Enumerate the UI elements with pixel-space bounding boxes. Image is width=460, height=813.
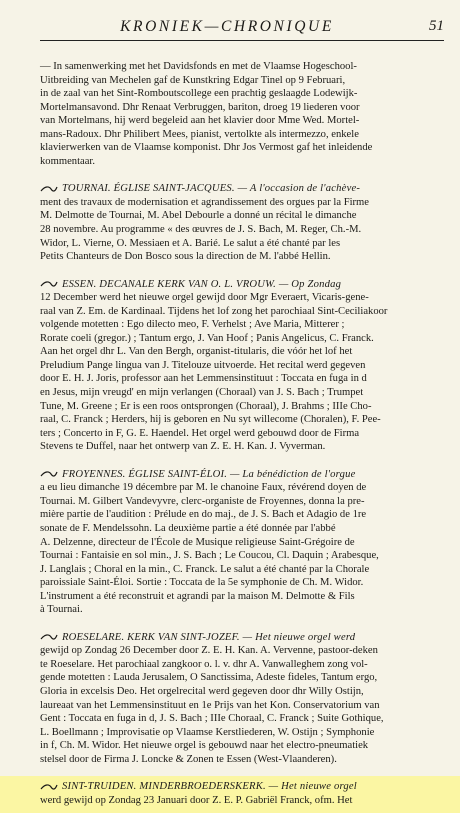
text-line: van Mortelmans, hij werd begeleid aan het klavier door Mme Wed. Mortel- bbox=[40, 115, 360, 127]
text-line: Uitbreiding van Mechelen gaf de Kunstkring Edgar Tinel op 9 Februari, bbox=[40, 74, 346, 86]
chronicle-body bbox=[40, 60, 444, 813]
text-line: Petits Chanteurs de Don Bosco sous la direction de M. l'abbé Hellin. bbox=[40, 251, 331, 263]
text-line: in de zaal van het Sint-Romboutscollege een prachtig geslaagde Lodewijk- bbox=[40, 88, 358, 100]
text-line: L'instrument a été reconstruit et agrandi par la maison M. Delmotte & Fils bbox=[40, 590, 355, 602]
section-heading-line: SINT-TRUIDEN. MINDERBROEDERSKERK. — Het nieuwe orgel bbox=[40, 780, 444, 794]
text-line: Tune, M. Greene ; Er is een roos ontsprongen (Choraal), J. Brahms ; IIIe Cho- bbox=[40, 400, 372, 412]
section-froyennes bbox=[40, 468, 444, 617]
section-heading-line: ESSEN. DECANALE KERK VAN O. L. VROUW. — Op Zondag bbox=[40, 278, 444, 292]
text-line: laureaat van het Lemmensinstituut en 1e Prijs van het Kon. Conservatorium van bbox=[40, 699, 380, 711]
text-line: Stevens te Duffel, naar het ontwerp van Z. E. H. Kan. J. Vyverman. bbox=[40, 441, 326, 453]
text-line: sonate de F. Mendelssohn. La deuxième partie a été donnée par l'abbé bbox=[40, 522, 336, 534]
section-davidsfonds bbox=[40, 60, 444, 168]
text-line: Preludium Pange lingua van J. Titelouze uitvoerde. Het recital werd gegeven bbox=[40, 359, 366, 371]
section-heading-line: FROYENNES. ÉGLISE SAINT-ÉLOI. — La bénédiction de l'orgue bbox=[40, 468, 444, 482]
swash-ornament-icon bbox=[40, 185, 58, 193]
text-line: te Roeselare. Het parochiaal zangkoor o. l. v. dhr A. Vanwalleghem zong vol- bbox=[40, 658, 368, 670]
text-line: M. Delmotte de Tournai, M. Abel Debourle a donné un récital le dimanche bbox=[40, 210, 357, 222]
text-line: door E. H. J. Joris, professor aan het Lemmensinstituut : Toccata en fuga in d bbox=[40, 373, 367, 385]
text-line: Aan het orgel dhr L. Van den Bergh, organist-titularis, die vóór het lof het bbox=[40, 346, 353, 358]
text-line: kommentaar. bbox=[40, 155, 96, 167]
text-line: J. Langlais ; Choral en la min., C. Franck. Le salut a été chanté par la Chorale bbox=[40, 563, 370, 575]
section-sint-truiden-highlighted bbox=[0, 776, 460, 813]
swash-ornament-icon bbox=[40, 633, 58, 641]
section-heading-line: TOURNAI. ÉGLISE SAINT-JACQUES. — A l'occasion de l'achève- bbox=[40, 182, 444, 196]
text-line: L. Boellmann ; Improvisatie op Vlaamse Kerstliederen, W. Ostijn ; Symphonie bbox=[40, 726, 375, 738]
text-line: mans-Radoux. Dhr Philibert Mees, pianist, vertolkte als intermezzo, enkele bbox=[40, 128, 359, 140]
section-heading-line: ROESELARE. KERK VAN SINT-JOZEF. — Het nieuwe orgel werd bbox=[40, 631, 444, 645]
text-line: Mortelmansavond. Dhr Renaat Verbruggen, bariton, droeg 19 liederen voor bbox=[40, 101, 360, 113]
page-title: KRONIEK—CHRONIQUE bbox=[120, 18, 334, 35]
text-line: — In samenwerking met het Davidsfonds en met de Vlaamse Hogeschool- bbox=[40, 61, 357, 72]
text-line: gewijd op Zondag 26 December door Z. E. H. Kan. A. Vervenne, pastoor-deken bbox=[40, 645, 378, 657]
text-line: a eu lieu dimanche 19 décembre par M. le chanoine Faux, révérend doyen de bbox=[40, 482, 367, 494]
running-header bbox=[40, 18, 444, 41]
text-line: stelsel door de Firma J. Loncke & Zonen te Essen (West-Vlaanderen). bbox=[40, 753, 337, 765]
text-line: Widor, L. Vierne, O. Messiaen et A. Barié. Le salut a été chanté par les bbox=[40, 237, 341, 249]
text-line: 12 December werd het nieuwe orgel gewijd door Mgr Everaert, Vicaris-gene- bbox=[40, 292, 369, 304]
swash-ornament-icon bbox=[40, 783, 58, 791]
text-line: Gent : Toccata en fuga in d, J. S. Bach ; IIIe Choraal, C. Franck ; Suite Gothique, bbox=[40, 713, 384, 725]
section-essen bbox=[40, 278, 444, 454]
text-line: à Tournai. bbox=[40, 604, 83, 616]
text-line: 28 novembre. Au programme « des œuvres de J. S. Bach, M. Reger, Ch.-M. bbox=[40, 224, 362, 236]
text-line: raal, C. Franck ; Herders, hij is geboren en Nu syt willecome (Choralen), F. Pee- bbox=[40, 414, 381, 426]
section-roeselare bbox=[40, 631, 444, 766]
text-line: ters ; Concerto in F, G. E. Haendel. Het orgel werd gebouwd door de Firma bbox=[40, 427, 360, 439]
text-line: Gloria in excelsis Deo. Het orgelrecital werd gegeven door dhr Willy Ostijn, bbox=[40, 685, 364, 697]
section-tournai bbox=[40, 182, 444, 263]
text-line: klavierwerken van de Vlaamse komponist. Dhr Jos Vermost gaf het inleidende bbox=[40, 142, 373, 154]
text-line: in f, Ch. M. Widor. Het nieuwe orgel is gebouwd naar het electro-pneumatiek bbox=[40, 740, 369, 752]
page-number: 51 bbox=[429, 18, 444, 34]
text-line: Rorate coeli (gregor.) ; Tantum ergo, J. Van Hoof ; Panis Angelicus, C. Franck. bbox=[40, 332, 374, 344]
swash-ornament-icon bbox=[40, 470, 58, 478]
text-line: Tournai : Fantaisie en sol min., J. S. Bach ; Le Coucou, Cl. Daquin ; Arabesque, bbox=[40, 550, 379, 562]
text-line: gende motetten : Lauda Jerusalem, O Sanctissima, Adeste fideles, Tantum ergo, bbox=[40, 672, 378, 684]
text-line: volgende motetten : Ego dilecto meo, F. Verhelst ; Ave Maria, Mitterer ; bbox=[40, 319, 345, 331]
text-line: mière partie de l'audition : Prélude en do maj., de J. S. Bach et Adagio de 1re bbox=[40, 509, 367, 521]
text-line: ment des travaux de modernisation et agrandissement des orgues par la Firme bbox=[40, 196, 370, 208]
text-line: en Jesus, mijn vreugd' en mijn verlangen (Choraal) van J. S. Bach ; Trumpet bbox=[40, 387, 364, 399]
text-line: raal van Z. Em. de Kardinaal. Tijdens het lof zong het parochiaal Sint-Ceciliakoor bbox=[40, 305, 388, 317]
text-line: werd gewijd op Zondag 23 Januari door Z. E. P. Gabriël Franck, ofm. Het bbox=[40, 794, 353, 806]
text-line: A. Delzenne, directeur de l'École de Musique religieuse Saint-Grégoire de bbox=[40, 536, 355, 548]
text-line: Tournai. M. Gilbert Vandevyvre, clerc-organiste de Froyennes, donna la pre- bbox=[40, 495, 365, 507]
text-line: paroissiale Saint-Éloi. Sortie : Toccata de la 5e symphonie de Ch. M. Widor. bbox=[40, 577, 364, 589]
swash-ornament-icon bbox=[40, 280, 58, 288]
